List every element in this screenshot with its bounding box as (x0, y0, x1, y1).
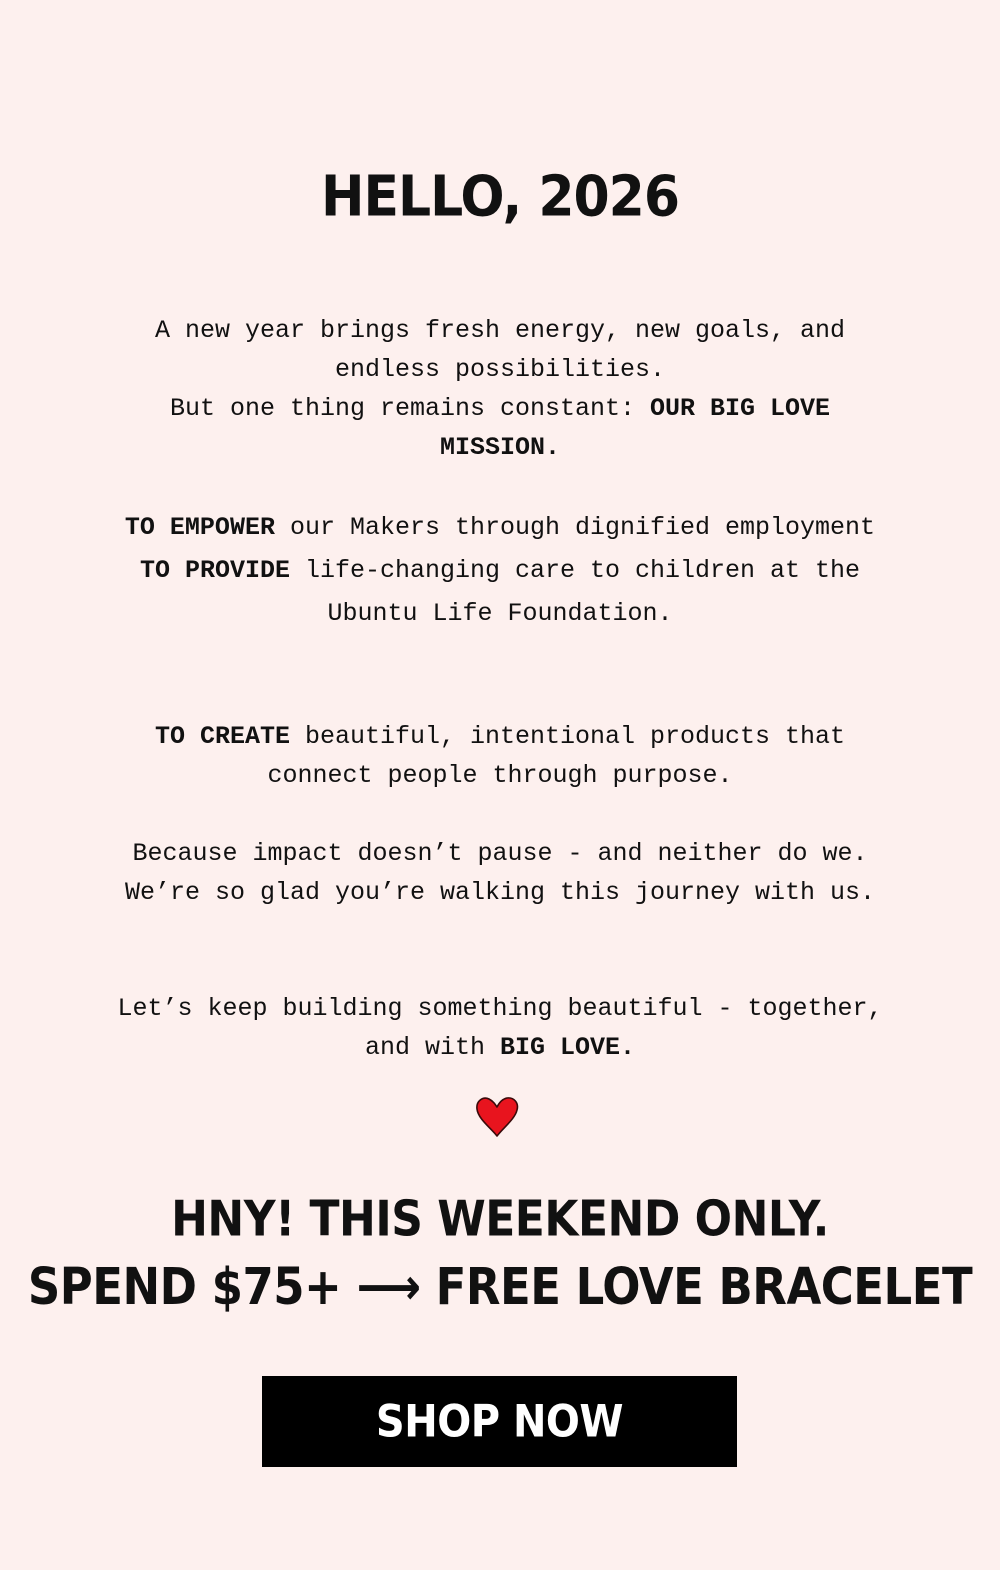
promo-offer: SPEND $75+ ⟶ FREE LOVE BRACELET (27, 1256, 973, 1317)
intro-paragraph (110, 311, 890, 467)
provide-text: life-changing care to children at the Ubuntu Life Foundation. (289, 556, 861, 628)
provide-label: TO PROVIDE (139, 556, 290, 585)
empower-text: our Makers through dignified employment (274, 513, 876, 542)
heart-shape (477, 1098, 518, 1136)
promo-headline: HNY! THIS WEEKEND ONLY. (171, 1190, 829, 1248)
create-text: beautiful, intentional products that connect people through purpose. (267, 722, 846, 790)
constant-line: But one thing remains constant: (169, 394, 651, 423)
empower-label: TO EMPOWER (124, 513, 275, 542)
impact-paragraph: Because impact doesn’t pause - and neither do we. We’re so glad you’re walking this journey with us. (124, 839, 876, 907)
closing-paragraph (110, 989, 890, 1067)
shop-now-button[interactable] (262, 1376, 737, 1467)
mission-paragraph (110, 506, 890, 635)
create-paragraph (110, 717, 890, 795)
shop-now-label: SHOP NOW (375, 1395, 624, 1448)
headline: HELLO, 2026 (320, 164, 680, 230)
mission-emphasis: OUR BIG LOVE MISSION. (439, 394, 831, 462)
create-label: TO CREATE (154, 722, 290, 751)
closing-text: Let’s keep building something beautiful - together, and with (117, 994, 883, 1062)
big-love-emphasis: BIG LOVE. (500, 1033, 636, 1062)
intro-line: A new year brings fresh energy, new goals, and endless possibilities. (154, 316, 846, 384)
heart-icon (474, 1094, 520, 1140)
